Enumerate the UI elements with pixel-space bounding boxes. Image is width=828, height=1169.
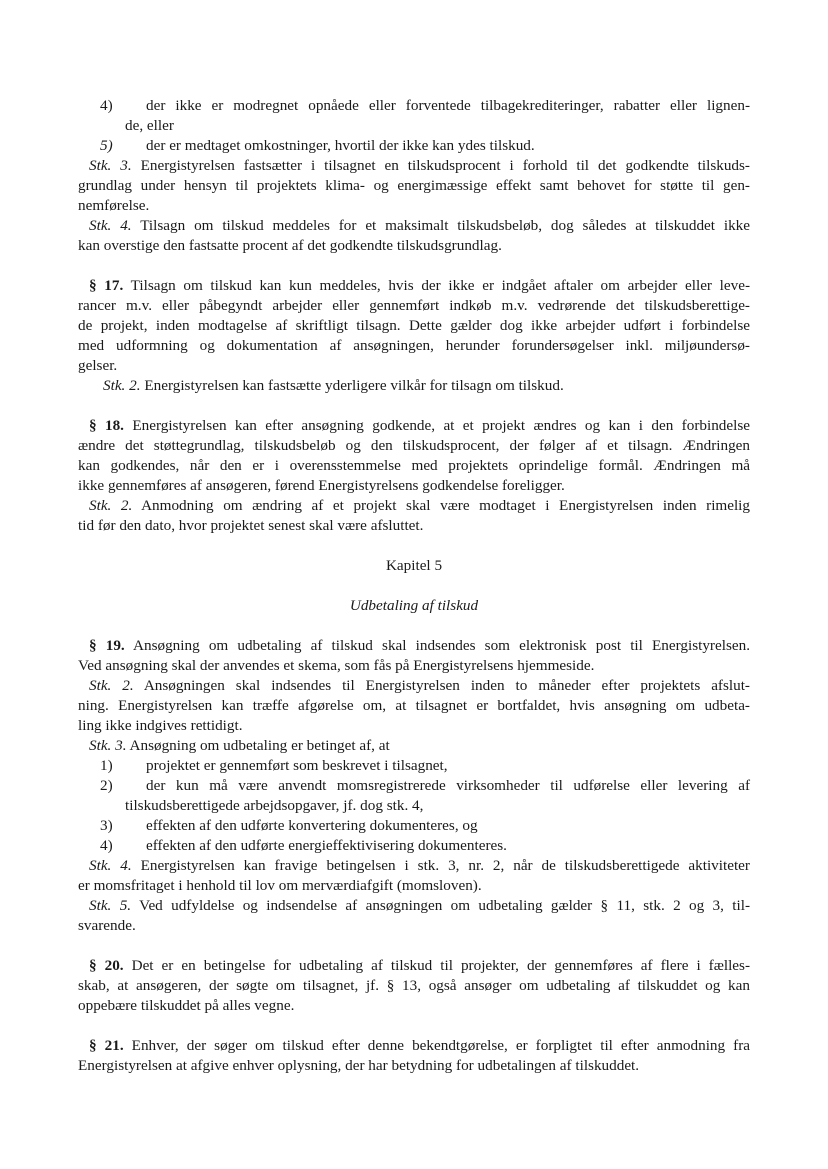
paragraph-line: grundlag under hensyn til projektets klima- og energimæssige effekt samt behovet for støtte til gen- xyxy=(78,177,750,194)
paragraph-line: nemførelse. xyxy=(78,197,150,214)
paragraph-line: svarende. xyxy=(78,917,136,934)
list-item xyxy=(78,776,750,796)
document-page xyxy=(78,96,750,1076)
stk-label: Stk. 2. xyxy=(103,377,141,394)
paragraph-text: Tilsagn om tilskud kan kun meddeles, hvis der ikke er indgået aftaler om arbejder eller leve- xyxy=(123,277,751,294)
list-text: der ikke er modregnet opnåede eller forventede tilbagekrediteringer, rabatter eller lignen- xyxy=(146,97,750,114)
paragraph-line: ikke gennemføres af ansøgeren, førend Energistyrelsens godkendelse foreligger. xyxy=(78,477,565,494)
paragraph-line: oppebære tilskuddet på alles vegne. xyxy=(78,997,295,1014)
list-text: projektet er gennemført som beskrevet i tilsagnet, xyxy=(146,757,448,774)
paragraph-line xyxy=(78,856,750,876)
paragraph-line xyxy=(78,676,750,696)
list-text: effekten af den udførte konvertering dokumenteres, og xyxy=(146,817,478,834)
paragraph-text: Energistyrelsen kan fravige betingelsen i stk. 3, nr. 2, når de tilskudsberettigede aktiviteter xyxy=(131,857,750,874)
section-20-line xyxy=(78,956,750,976)
stk-label: Stk. 4. xyxy=(89,217,132,234)
section-17-line xyxy=(78,276,750,296)
paragraph-line: med udformning og dokumentation af ansøgningen, herunder forundersøgelser inkl. miljøundersø- xyxy=(78,337,750,354)
paragraph-line xyxy=(78,216,750,236)
list-text: der er medtaget omkostninger, hvortil der ikke kan ydes tilskud. xyxy=(146,137,535,154)
paragraph-text: Energistyrelsen kan fastsætte yderligere vilkår for tilsagn om tilskud. xyxy=(140,377,564,394)
paragraph-line xyxy=(78,496,750,516)
list-text-continued: de, eller xyxy=(125,117,174,134)
paragraph-line: de projekt, inden modtagelse af skriftligt tilsagn. Dette gælder dog ikke arbejder udført i forbindelse xyxy=(78,317,750,334)
section-label: § 21. xyxy=(89,1037,124,1054)
list-item xyxy=(78,756,750,776)
paragraph-line: tid før den dato, hvor projektet senest skal være afsluttet. xyxy=(78,517,424,534)
paragraph-text: Enhver, der søger om tilskud efter denne bekendtgørelse, er forpligtet til efter anmodning fra xyxy=(123,1037,751,1054)
list-number: 4) xyxy=(100,97,113,114)
stk-label: Stk. 2. xyxy=(89,677,134,694)
paragraph-text: Energistyrelsen kan efter ansøgning godkende, at et projekt ændres og kan i den forbindelse xyxy=(123,417,750,434)
section-21-line xyxy=(78,1036,750,1056)
chapter-title: Kapitel 5 xyxy=(385,557,443,574)
paragraph-line xyxy=(78,736,750,756)
paragraph-line: Energistyrelsen at afgive enhver oplysning, der har betydning for udbetalingen af tilskuddet. xyxy=(78,1057,640,1074)
chapter-subtitle: Udbetaling af tilskud xyxy=(349,597,479,614)
paragraph-line: er momsfritaget i henhold til lov om merværdiafgift (momsloven). xyxy=(78,877,482,894)
list-item xyxy=(78,836,750,856)
list-text-continued: tilskudsberettigede arbejdsopgaver, jf. dog stk. 4, xyxy=(125,797,424,814)
section-label: § 19. xyxy=(89,637,125,654)
list-item xyxy=(78,96,750,116)
paragraph-line: kan overstige den fastsatte procent af det godkendte tilskudsgrundlag. xyxy=(78,237,502,254)
paragraph-text: Det er en betingelse for udbetaling af tilskud til projekter, der gennemføres af flere i fælles- xyxy=(123,957,751,974)
section-label: § 20. xyxy=(89,957,124,974)
list-item xyxy=(78,136,750,156)
paragraph-text: Anmodning om ændring af et projekt skal være modtaget i Energistyrelsen inden rimelig xyxy=(132,497,751,514)
paragraph-line: gelser. xyxy=(78,357,118,374)
paragraph-line xyxy=(78,376,750,396)
list-number: 1) xyxy=(100,757,113,774)
paragraph-text: Energistyrelsen fastsætter i tilsagnet en tilskudsprocent i forhold til det godkendte tilskuds- xyxy=(131,157,750,174)
list-number: 4) xyxy=(100,837,113,854)
list-number: 2) xyxy=(100,777,113,794)
list-text: der kun må være anvendt momsregistrerede virksomheder til udførelse eller levering af xyxy=(146,777,750,794)
stk-label: Stk. 4. xyxy=(89,857,132,874)
paragraph-text: Ansøgningen skal indsendes til Energistyrelsen inden to måneder efter projektets afslut- xyxy=(133,677,750,694)
list-text: effekten af den udførte energieffektivisering dokumenteres. xyxy=(146,837,507,854)
list-number: 5) xyxy=(100,137,113,154)
paragraph-line: rancer m.v. eller påbegyndt arbejder eller gennemført indkøb m.v. vedrørende det tilskudsberettige- xyxy=(78,297,750,314)
paragraph-text: Ansøgning om udbetaling er betinget af, at xyxy=(126,737,390,754)
paragraph-line xyxy=(78,896,750,916)
stk-label: Stk. 3. xyxy=(89,737,127,754)
paragraph-line: kan godkendes, når den er i overensstemmelse med projektets oprindelige formål. Ændringen må xyxy=(78,457,750,474)
stk-label: Stk. 3. xyxy=(89,157,132,174)
section-18-line xyxy=(78,416,750,436)
paragraph-line: Ved ansøgning skal der anvendes et skema, som fås på Energistyrelsens hjemmeside. xyxy=(78,657,595,674)
paragraph-text: Tilsagn om tilskud meddeles for et maksimalt tilskudsbeløb, dog således at tilskuddet ikke xyxy=(131,217,751,234)
stk-label: Stk. 5. xyxy=(89,897,132,914)
paragraph-line: ning. Energistyrelsen kan træffe afgørelse om, at tilsagnet er bortfaldet, hvis ansøgning om udbeta- xyxy=(78,697,750,714)
paragraph-line: skab, at ansøgeren, der søgte om tilsagnet, jf. § 13, også ansøger om udbetaling af tilskuddet og kan xyxy=(78,977,750,994)
paragraph-line: ling ikke indgives rettidigt. xyxy=(78,717,243,734)
section-19-line xyxy=(78,636,750,656)
section-label: § 18. xyxy=(89,417,124,434)
list-number: 3) xyxy=(100,817,113,834)
section-label: § 17. xyxy=(89,277,124,294)
paragraph-text: Ansøgning om udbetaling af tilskud skal indsendes som elektronisk post til Energistyrelsen. xyxy=(124,637,750,654)
paragraph-line: ændre det støttegrundlag, tilskudsbeløb og den tilskudsprocent, der følger af et tilsagn. Ændringen xyxy=(78,437,750,454)
list-item xyxy=(78,816,750,836)
paragraph-line xyxy=(78,156,750,176)
paragraph-text: Ved udfyldelse og indsendelse af ansøgningen om udbetaling gælder § 11, stk. 2 og 3, til- xyxy=(131,897,750,914)
stk-label: Stk. 2. xyxy=(89,497,133,514)
